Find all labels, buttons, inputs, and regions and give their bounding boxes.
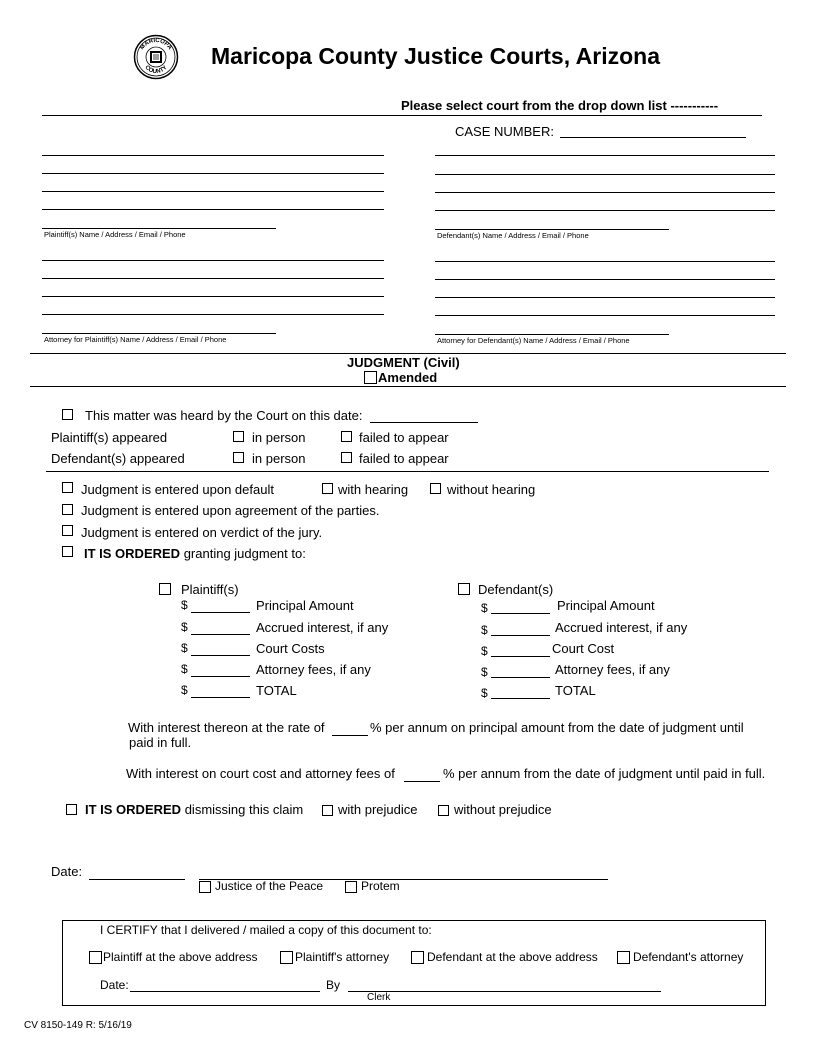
agreement-label: Judgment is entered upon agreement of the parties. bbox=[81, 503, 380, 518]
award-plaintiff-title: Plaintiff(s) bbox=[181, 582, 239, 597]
protem-checkbox[interactable] bbox=[345, 881, 357, 893]
award-defendant-dollar-3: $ bbox=[481, 644, 488, 658]
award-defendant-dollar-4: $ bbox=[481, 665, 488, 679]
justice-of-peace-checkbox[interactable] bbox=[199, 881, 211, 893]
heard-checkbox[interactable] bbox=[62, 409, 73, 420]
certify-plaintiff-attorney-label: Plaintiff's attorney bbox=[295, 950, 390, 964]
without-hearing-label: without hearing bbox=[447, 482, 536, 497]
award-defendant-item-5: TOTAL bbox=[555, 683, 596, 698]
case-number-input[interactable] bbox=[560, 137, 746, 138]
interest-line1-start: With interest thereon at the rate of bbox=[128, 720, 325, 735]
defendant-attorney-line-2[interactable] bbox=[435, 279, 775, 280]
award-plaintiff-item-4: Attorney fees, if any bbox=[256, 662, 371, 677]
award-plaintiff-amount-2[interactable] bbox=[191, 634, 250, 635]
interest-line2-end: % per annum from the date of judgment until paid in full. bbox=[443, 766, 766, 781]
plaintiff-label-line bbox=[42, 228, 276, 229]
certify-defendant-label: Defendant at the above address bbox=[427, 950, 598, 964]
title-band-top bbox=[30, 353, 786, 354]
with-hearing-checkbox[interactable] bbox=[322, 483, 333, 494]
defendant-appeared-label: Defendant(s) appeared bbox=[51, 451, 185, 466]
without-prejudice-checkbox[interactable] bbox=[438, 805, 449, 816]
defendant-line-1[interactable] bbox=[435, 155, 775, 156]
ordered-granting-bold: IT IS ORDERED bbox=[84, 546, 181, 561]
with-hearing-label: with hearing bbox=[338, 482, 409, 497]
certify-date-input[interactable] bbox=[130, 991, 320, 992]
interest-line2-start: With interest on court cost and attorney fees of bbox=[126, 766, 395, 781]
title-band-bottom bbox=[30, 386, 786, 387]
award-plaintiff-dollar-5: $ bbox=[181, 683, 188, 697]
award-defendant-amount-4[interactable] bbox=[491, 677, 550, 678]
ordered-granting-rest: granting judgment to: bbox=[183, 546, 306, 561]
default-label: Judgment is entered upon default bbox=[81, 482, 274, 497]
without-hearing-checkbox[interactable] bbox=[430, 483, 441, 494]
award-plaintiff-item-1: Principal Amount bbox=[256, 598, 354, 613]
with-prejudice-label: with prejudice bbox=[338, 802, 418, 817]
certify-text: I CERTIFY that I delivered / mailed a copy of this document to: bbox=[100, 923, 432, 937]
justice-of-peace-label: Justice of the Peace bbox=[215, 879, 324, 893]
dismiss-rest: dismissing this claim bbox=[184, 802, 304, 817]
certify-date-label: Date: bbox=[100, 978, 129, 992]
plaintiff-in-person-checkbox[interactable] bbox=[233, 431, 244, 442]
award-defendant-dollar-2: $ bbox=[481, 623, 488, 637]
defendant-attorney-line-3[interactable] bbox=[435, 297, 775, 298]
award-defendant-item-4: Attorney fees, if any bbox=[555, 662, 670, 677]
defendant-label-line bbox=[435, 229, 669, 230]
defendant-line-2[interactable] bbox=[435, 174, 775, 175]
dismiss-bold: IT IS ORDERED bbox=[85, 802, 182, 817]
page-title: Maricopa County Justice Courts, Arizona bbox=[211, 43, 660, 69]
county-seal bbox=[133, 34, 179, 80]
seal-text-top: MARICOPA bbox=[139, 37, 173, 52]
award-plaintiff-amount-5[interactable] bbox=[191, 697, 250, 698]
plaintiff-failed-checkbox[interactable] bbox=[341, 431, 352, 442]
with-prejudice-checkbox[interactable] bbox=[322, 805, 333, 816]
dismiss-checkbox[interactable] bbox=[66, 804, 77, 815]
award-plaintiff-dollar-4: $ bbox=[181, 662, 188, 676]
interest-rate-input[interactable] bbox=[332, 735, 368, 736]
defendant-failed-checkbox[interactable] bbox=[341, 452, 352, 463]
plaintiff-attorney-label: Attorney for Plaintiff(s) Name / Address / Email / Phone bbox=[44, 335, 227, 344]
verdict-label: Judgment is entered on verdict of the jury. bbox=[81, 525, 323, 540]
plaintiff-attorney-line-2[interactable] bbox=[42, 278, 384, 279]
court-select-dropdown[interactable]: Please select court from the drop down list ----------- bbox=[401, 98, 719, 113]
plaintiff-line-3[interactable] bbox=[42, 191, 384, 192]
award-defendant-title: Defendant(s) bbox=[478, 582, 554, 597]
defendant-attorney-label-line bbox=[435, 334, 669, 335]
award-defendant-item-3: Court Cost bbox=[552, 641, 615, 656]
plaintiff-attorney-line-3[interactable] bbox=[42, 296, 384, 297]
award-defendant-dollar-1: $ bbox=[481, 601, 488, 615]
plaintiff-in-person-label: in person bbox=[252, 430, 306, 445]
plaintiff-attorney-line-1[interactable] bbox=[42, 260, 384, 261]
hearing-divider bbox=[46, 471, 769, 472]
certify-plaintiff-label: Plaintiff at the above address bbox=[103, 950, 258, 964]
signature-date-label: Date: bbox=[51, 864, 83, 879]
agreement-checkbox[interactable] bbox=[62, 504, 73, 515]
amended-label: Amended bbox=[378, 370, 438, 385]
ordered-granting-checkbox[interactable] bbox=[62, 546, 73, 557]
protem-label: Protem bbox=[361, 879, 400, 893]
plaintiff-line-1[interactable] bbox=[42, 155, 384, 156]
plaintiff-attorney-label-line bbox=[42, 333, 276, 334]
award-defendant-item-1: Principal Amount bbox=[557, 598, 655, 613]
certify-plaintiff-attorney-checkbox[interactable] bbox=[280, 951, 293, 964]
form-number: CV 8150-149 R: 5/16/19 bbox=[24, 1020, 132, 1031]
defendant-line-3[interactable] bbox=[435, 192, 775, 193]
interest-line1-cont: paid in full. bbox=[129, 735, 192, 750]
award-plaintiff-item-3: Court Costs bbox=[256, 641, 325, 656]
award-defendant-amount-1[interactable] bbox=[491, 613, 550, 614]
award-defendant-amount-5[interactable] bbox=[491, 698, 550, 699]
defendant-attorney-line-1[interactable] bbox=[435, 261, 775, 262]
award-defendant-amount-2[interactable] bbox=[491, 635, 550, 636]
defendant-attorney-label: Attorney for Defendant(s) Name / Address / Email / Phone bbox=[437, 336, 630, 345]
defendant-label: Defendant(s) Name / Address / Email / Phone bbox=[437, 231, 589, 240]
certify-defendant-attorney-label: Defendant's attorney bbox=[633, 950, 744, 964]
award-defendant-item-2: Accrued interest, if any bbox=[555, 620, 688, 635]
amended-checkbox[interactable] bbox=[364, 371, 377, 384]
defendant-attorney-line-4[interactable] bbox=[435, 315, 775, 316]
plaintiff-attorney-line-4[interactable] bbox=[42, 314, 384, 315]
default-checkbox[interactable] bbox=[62, 482, 73, 493]
award-plaintiff-checkbox[interactable] bbox=[159, 583, 171, 595]
award-defendant-dollar-5: $ bbox=[481, 686, 488, 700]
award-defendant-amount-3[interactable] bbox=[491, 656, 550, 657]
signature-date-input[interactable] bbox=[89, 879, 185, 880]
case-number-label: CASE NUMBER: bbox=[455, 124, 554, 139]
certify-defendant-attorney-checkbox[interactable] bbox=[617, 951, 630, 964]
heard-date-input[interactable] bbox=[370, 422, 478, 423]
verdict-checkbox[interactable] bbox=[62, 525, 73, 536]
dismiss-text bbox=[85, 802, 303, 818]
plaintiff-line-4[interactable] bbox=[42, 209, 384, 210]
certify-by-label: By bbox=[326, 978, 341, 992]
award-defendant-checkbox[interactable] bbox=[458, 583, 470, 595]
clerk-label: Clerk bbox=[367, 992, 391, 1003]
plaintiff-failed-label: failed to appear bbox=[359, 430, 449, 445]
award-plaintiff-amount-1[interactable] bbox=[191, 612, 250, 613]
award-plaintiff-item-5: TOTAL bbox=[256, 683, 297, 698]
plaintiff-line-2[interactable] bbox=[42, 173, 384, 174]
award-plaintiff-amount-3[interactable] bbox=[191, 655, 250, 656]
defendant-line-4[interactable] bbox=[435, 210, 775, 211]
heard-text: This matter was heard by the Court on this date: bbox=[85, 408, 363, 423]
award-plaintiff-amount-4[interactable] bbox=[191, 676, 250, 677]
court-select-underline bbox=[42, 115, 762, 116]
plaintiff-label: Plaintiff(s) Name / Address / Email / Phone bbox=[44, 230, 186, 239]
ordered-granting-text bbox=[84, 546, 306, 562]
certify-defendant-checkbox[interactable] bbox=[411, 951, 424, 964]
certify-plaintiff-checkbox[interactable] bbox=[89, 951, 102, 964]
judgment-title: JUDGMENT (Civil) bbox=[347, 355, 460, 370]
award-plaintiff-dollar-1: $ bbox=[181, 598, 188, 612]
award-plaintiff-item-2: Accrued interest, if any bbox=[256, 620, 389, 635]
plaintiff-appeared-label: Plaintiff(s) appeared bbox=[51, 430, 168, 445]
seal-text-bottom: COUNTY bbox=[143, 64, 169, 76]
award-plaintiff-dollar-3: $ bbox=[181, 641, 188, 655]
defendant-in-person-checkbox[interactable] bbox=[233, 452, 244, 463]
award-plaintiff-dollar-2: $ bbox=[181, 620, 188, 634]
defendant-failed-label: failed to appear bbox=[359, 451, 449, 466]
defendant-in-person-label: in person bbox=[252, 451, 306, 466]
interest-line1-end: % per annum on principal amount from the date of judgment until bbox=[370, 720, 744, 735]
cost-interest-rate-input[interactable] bbox=[404, 781, 440, 782]
without-prejudice-label: without prejudice bbox=[454, 802, 552, 817]
clerk-signature-line[interactable] bbox=[348, 991, 661, 992]
